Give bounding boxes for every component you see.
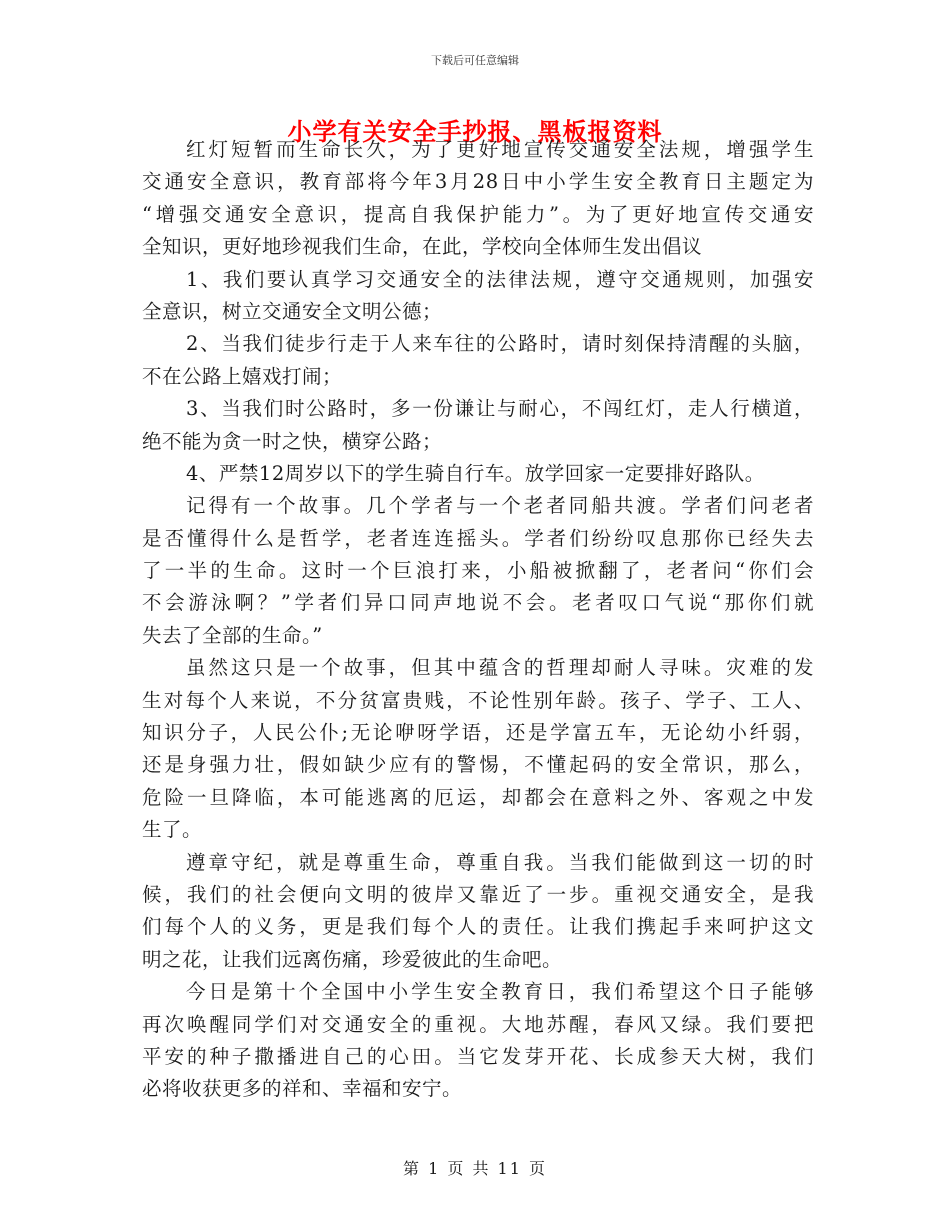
text-line: 们每个人的义务，更是我们每个人的责任。让我们携起手来呵护这文: [142, 915, 814, 939]
text-line: 必将收获更多的祥和、幸福和安宁。: [142, 1077, 463, 1101]
text-line: 明之花，让我们远离伤痛，珍爱彼此的生命吧。: [142, 947, 563, 971]
text-line: 4、严禁12周岁以下的学生骑自行车。放学回家一定要排好路队。: [186, 461, 765, 485]
text-line: 绝不能为贪一时之快，横穿公路；: [142, 429, 443, 453]
text-line: 了一半的生命。这时一个巨浪打来，小船被掀翻了，老者问“你们会: [142, 559, 814, 583]
text-line: 2、当我们徒步行走于人来车往的公路时，请时刻保持清醒的头脑，: [186, 332, 814, 356]
document-title: 小学有关安全手抄报、黑板报资料: [287, 117, 663, 146]
text-line: 记得有一个故事。几个学者与一个老者同船共渡。学者们问老者: [186, 494, 814, 518]
text-line: 虽然这只是一个故事，但其中蕴含的哲理却耐人寻味。灾难的发: [186, 656, 814, 680]
text-line: 1、我们要认真学习交通安全的法律法规，遵守交通规则，加强安: [186, 267, 814, 291]
text-line: 是否懂得什么是哲学，老者连连摇头。学者们纷纷叹息那你已经失去: [142, 526, 814, 550]
text-line: 平安的种子撒播进自己的心田。当它发芽开花、长成参天大树，我们: [142, 1044, 814, 1068]
text-line: 还是身强力壮，假如缺少应有的警惕，不懂起码的安全常识，那么，: [142, 753, 814, 777]
text-line: 危险一旦降临，本可能逃离的厄运，却都会在意料之外、客观之中发: [142, 785, 814, 809]
text-line: 交通安全意识，教育部将今年3月28日中小学生安全教育日主题定为: [142, 170, 814, 194]
text-line: 3、当我们时公路时，多一份谦让与耐心，不闯红灯，走人行横道，: [186, 397, 814, 421]
text-line: 不会游泳啊？”学者们异口同声地说不会。老者叹口气说“那你们就: [142, 591, 814, 615]
text-line: 红灯短暂而生命长久，为了更好地宣传交通安全法规，增强学生: [186, 138, 814, 161]
text-line: 失去了全部的生命。”: [142, 623, 323, 647]
text-line: 再次唤醒同学们对交通安全的重视。大地苏醒，春风又绿。我们要把: [142, 1012, 814, 1036]
text-line: 全知识，更好地珍视我们生命，在此，学校向全体师生发出倡议: [142, 235, 703, 259]
text-line: 知识分子，人民公仆;无论咿呀学语，还是学富五车，无论幼小纤弱，: [142, 721, 814, 745]
text-line: “增强交通安全意识，提高自我保护能力”。为了更好地宣传交通安: [142, 202, 814, 226]
text-line: 全意识，树立交通安全文明公德；: [142, 299, 443, 323]
header-note: 下载后可任意编辑: [431, 54, 519, 67]
text-line: 生了。: [142, 818, 203, 842]
text-line: 不在公路上嬉戏打闹；: [142, 364, 343, 388]
text-line: 遵章守纪，就是尊重生命，尊重自我。当我们能做到这一切的时: [186, 850, 814, 874]
text-line: 生对每个人来说，不分贫富贵贱，不论性别年龄。孩子、学子、工人、: [142, 688, 814, 712]
page-number-footer: 第 1 页 共 11 页: [403, 1159, 547, 1178]
text-line: 候，我们的社会便向文明的彼岸又靠近了一步。重视交通安全，是我: [142, 882, 814, 906]
document-body: [142, 134, 814, 1106]
text-line: 今日是第十个全国中小学生安全教育日，我们希望这个日子能够: [186, 980, 814, 1004]
